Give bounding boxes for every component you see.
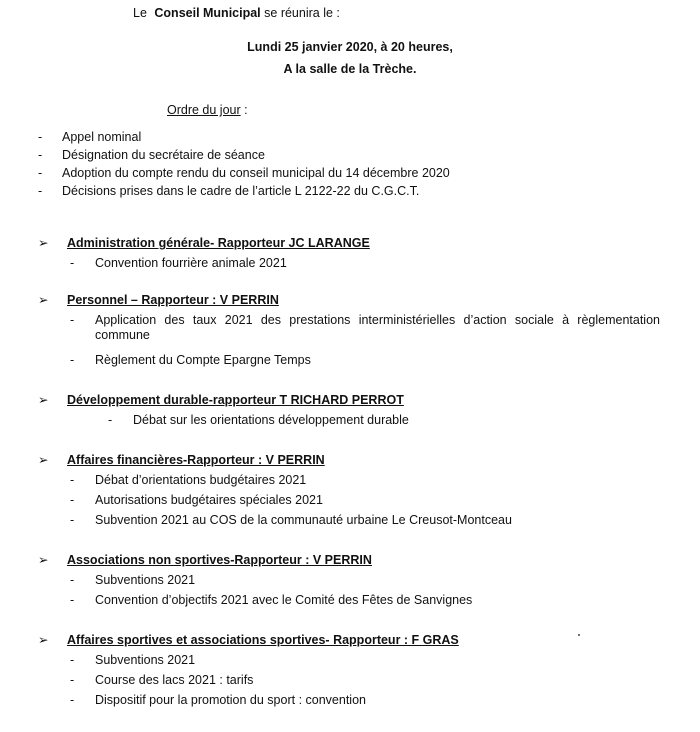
list-item	[70, 573, 195, 588]
list-item	[70, 473, 306, 488]
arrow-bullet-icon: ➢	[38, 633, 49, 647]
dash-bullet: -	[70, 573, 75, 587]
list-item	[70, 313, 660, 343]
agenda-title-text: Ordre du jour	[167, 103, 241, 117]
dash-bullet: -	[70, 313, 75, 327]
meeting-date: Lundi 25 janvier 2020, à 20 heures,	[247, 40, 453, 54]
item-text: Convention d’objectifs 2021 avec le Comité des Fêtes de Sanvignes	[95, 593, 473, 607]
dash-bullet: -	[70, 693, 75, 707]
general-item-text: Décisions prises dans le cadre de l’article L 2122-22 du C.G.C.T.	[62, 184, 420, 198]
scan-speck	[578, 634, 580, 636]
general-item-text: Désignation du secrétaire de séance	[62, 148, 265, 162]
section-heading	[38, 553, 372, 568]
general-item-text: Adoption du compte rendu du conseil municipal du 14 décembre 2020	[62, 166, 450, 180]
list-item	[70, 693, 366, 708]
arrow-bullet-icon: ➢	[38, 453, 49, 467]
dash-bullet: -	[38, 184, 43, 198]
meeting-place: A la salle de la Trèche.	[283, 62, 417, 76]
section-heading	[38, 393, 404, 408]
item-text: Subventions 2021	[95, 653, 196, 667]
item-text: Autorisations budgétaires spéciales 2021	[95, 493, 323, 507]
section-heading	[38, 293, 279, 308]
dash-bullet: -	[70, 513, 75, 527]
dash-bullet: -	[70, 473, 75, 487]
arrow-bullet-icon: ➢	[38, 236, 49, 250]
council-name: Conseil Municipal	[154, 6, 261, 20]
list-item	[70, 673, 253, 688]
dash-bullet: -	[38, 166, 43, 180]
general-item-text: Appel nominal	[62, 130, 142, 144]
item-text: Course des lacs 2021 : tarifs	[95, 673, 254, 687]
dash-bullet: -	[38, 130, 43, 144]
item-text: Application des taux 2021 des prestations interministérielles d’action sociale à règlementation commune	[95, 313, 660, 342]
dash-bullet: -	[108, 413, 113, 427]
section-heading	[38, 236, 370, 251]
section-title: Associations non sportives-Rapporteur : V PERRIN	[67, 553, 372, 567]
section-heading	[38, 633, 459, 648]
intro-prefix: Le	[133, 6, 147, 20]
item-text: Règlement du Compte Epargne Temps	[95, 353, 311, 367]
section-heading	[38, 453, 325, 468]
item-text: Subvention 2021 au COS de la communauté urbaine Le Creusot-Montceau	[95, 513, 512, 527]
item-text: Convention fourrière animale 2021	[95, 256, 287, 270]
list-item	[70, 593, 472, 608]
item-text: Subventions 2021	[95, 573, 196, 587]
dash-bullet: -	[38, 148, 43, 162]
list-item	[70, 256, 287, 271]
section-title: Personnel – Rapporteur : V PERRIN	[67, 293, 279, 307]
item-text: Débat sur les orientations développement durable	[133, 413, 409, 427]
agenda-title	[167, 103, 248, 118]
agenda-title-colon: :	[240, 103, 248, 117]
item-text: Débat d’orientations budgétaires 2021	[95, 473, 307, 487]
section-title: Administration générale- Rapporteur JC LARANGE	[67, 236, 370, 250]
dash-bullet: -	[70, 493, 75, 507]
list-item	[108, 413, 409, 428]
list-item	[38, 130, 141, 145]
list-item	[70, 493, 323, 508]
list-item	[70, 653, 195, 668]
arrow-bullet-icon: ➢	[38, 293, 49, 307]
list-item	[70, 513, 512, 528]
list-item	[38, 184, 419, 199]
dash-bullet: -	[70, 673, 75, 687]
intro-suffix: se réunira le :	[264, 6, 340, 20]
section-title: Développement durable-rapporteur T RICHARD PERROT	[67, 393, 404, 407]
arrow-bullet-icon: ➢	[38, 393, 49, 407]
dash-bullet: -	[70, 653, 75, 667]
list-item	[38, 166, 450, 181]
list-item	[38, 148, 265, 163]
dash-bullet: -	[70, 353, 75, 367]
list-item	[70, 353, 311, 368]
section-title: Affaires financières-Rapporteur : V PERRIN	[67, 453, 325, 467]
intro-line	[133, 6, 340, 21]
dash-bullet: -	[70, 256, 75, 270]
arrow-bullet-icon: ➢	[38, 553, 49, 567]
section-title: Affaires sportives et associations sportives- Rapporteur : F GRAS	[67, 633, 459, 647]
item-text: Dispositif pour la promotion du sport : convention	[95, 693, 366, 707]
dash-bullet: -	[70, 593, 75, 607]
